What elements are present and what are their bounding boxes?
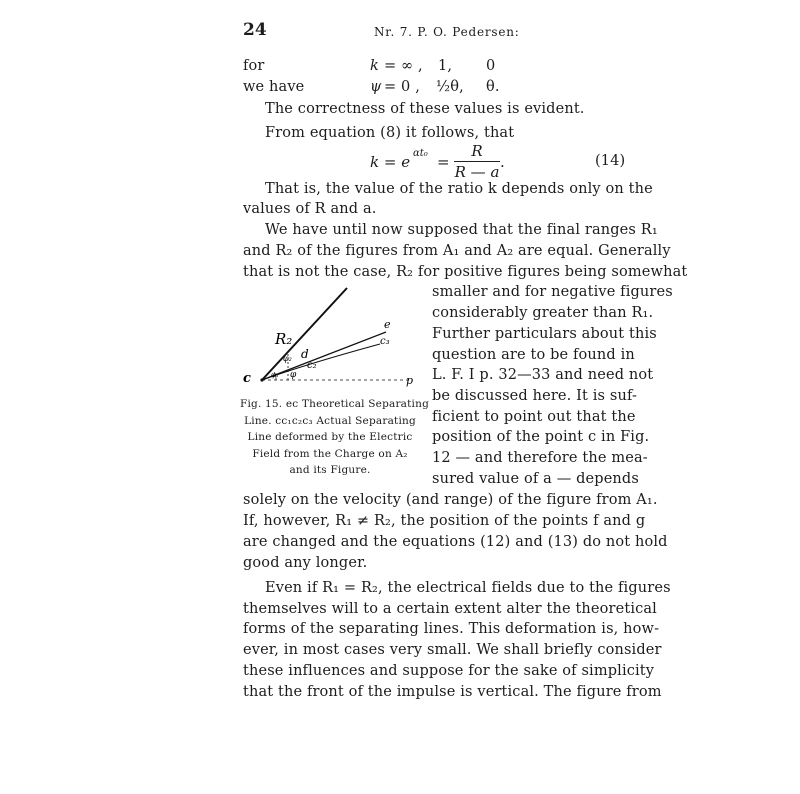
label-p: p bbox=[406, 374, 414, 387]
para4-line-3: forms of the separating lines. This deformation is, how- bbox=[243, 621, 660, 637]
table-row-1-val-1: = ∞ , bbox=[384, 58, 423, 74]
caption-line-2: Line. cc₁c₂c₃ Actual Separating bbox=[244, 414, 416, 427]
para3-right-5: L. F. I p. 32—33 and need not bbox=[432, 367, 654, 383]
table-row-1-val-3: 0 bbox=[486, 58, 496, 74]
label-e: e bbox=[384, 318, 391, 331]
eq-denominator: R — a bbox=[454, 163, 500, 181]
label-c3: c₃ bbox=[380, 336, 390, 347]
para3-line-1: We have until now supposed that the final ranges R₁ bbox=[265, 222, 658, 238]
para3-right-6: be discussed here. It is suf- bbox=[432, 388, 638, 404]
para4-line-1: Even if R₁ = R₂, the electrical fields due to the figures bbox=[265, 580, 671, 596]
para3-right-7: ficient to point out that the bbox=[432, 409, 636, 425]
eq-exponent: αt₀ bbox=[413, 148, 428, 159]
para4-line-2: themselves will to a certain extent alter the theoretical bbox=[243, 601, 657, 617]
table-row-2-var: ψ bbox=[370, 79, 382, 95]
para3-end-1: solely on the velocity (and range) of the figure from A₁. bbox=[243, 492, 658, 508]
table-row-1-label: for bbox=[243, 58, 265, 74]
figure-15-caption bbox=[240, 396, 429, 479]
label-R2: R₂ bbox=[275, 330, 293, 348]
label-c: c bbox=[243, 371, 251, 386]
para3-end-4: good any longer. bbox=[243, 555, 368, 571]
para4-line-6: that the front of the impulse is vertical. The figure from bbox=[243, 684, 662, 700]
table-row-2-label: we have bbox=[243, 79, 305, 95]
eq-period: . bbox=[500, 153, 505, 171]
eq-fraction-bar bbox=[454, 161, 500, 162]
table-row-1-var: k bbox=[370, 58, 379, 74]
label-phi1: φ₁ bbox=[271, 371, 279, 379]
label-d: d bbox=[301, 347, 309, 361]
eq-number: (14) bbox=[595, 153, 626, 169]
para3-right-9: 12 — and therefore the mea- bbox=[432, 450, 648, 466]
body-line-2: From equation (8) it follows, that bbox=[265, 125, 515, 141]
para3-end-2: If, however, R₁ ≠ R₂, the position of the points f and g bbox=[243, 513, 646, 529]
page-number: 24 bbox=[243, 20, 267, 40]
label-phi2: φ₂ bbox=[283, 354, 292, 363]
para3-right-2: considerably greater than R₁. bbox=[432, 305, 654, 321]
para3-line-2: and R₂ of the figures from A₁ and A₂ are equal. Generally bbox=[243, 243, 671, 259]
point-c bbox=[260, 378, 263, 381]
para3-end-3: are changed and the equations (12) and (13) do not hold bbox=[243, 534, 668, 550]
para3-right-8: position of the point c in Fig. bbox=[432, 429, 650, 445]
para3-right-3: Further particulars about this bbox=[432, 326, 657, 342]
eq-lhs: k = e bbox=[370, 153, 411, 171]
para3-line-3: that is not the case, R₂ for positive figures being somewhat bbox=[243, 264, 688, 280]
label-c2: c₂ bbox=[307, 360, 317, 371]
running-head: Nr. 7. P. O. Pedersen: bbox=[374, 25, 520, 39]
eq-numerator: R bbox=[471, 142, 483, 160]
caption-line-1: Fig. 15. ec Theoretical Separating bbox=[240, 398, 429, 410]
para2-line-1: That is, the value of the ratio k depends only on the bbox=[265, 181, 653, 197]
para3-right-1: smaller and for negative figures bbox=[432, 284, 673, 300]
para2-line-2: values of R and a. bbox=[243, 201, 377, 217]
para3-right-10: sured value of a — depends bbox=[432, 471, 639, 487]
label-phi: φ bbox=[290, 370, 297, 380]
caption-line-3: Line deformed by the Electric bbox=[247, 431, 413, 443]
table-row-2-val-1: = 0 , bbox=[384, 79, 420, 95]
body-line-1: The correctness of these values is evident. bbox=[265, 101, 585, 117]
eq-equals: = bbox=[437, 153, 450, 171]
table-row-1-val-2: 1, bbox=[438, 58, 453, 74]
para4-line-4: ever, in most cases very small. We shall briefly consider bbox=[243, 642, 662, 658]
caption-line-4: Field from the Charge on A₂ bbox=[252, 447, 408, 460]
table-row-2-val-3: θ. bbox=[486, 79, 500, 95]
caption-line-5: and its Figure. bbox=[289, 464, 371, 476]
para4-line-5: these influences and suppose for the sake of simplicity bbox=[243, 663, 655, 679]
figure-15 bbox=[240, 282, 420, 394]
para3-right-4: question are to be found in bbox=[432, 347, 635, 363]
table-row-2-val-2: ½θ, bbox=[436, 79, 464, 95]
